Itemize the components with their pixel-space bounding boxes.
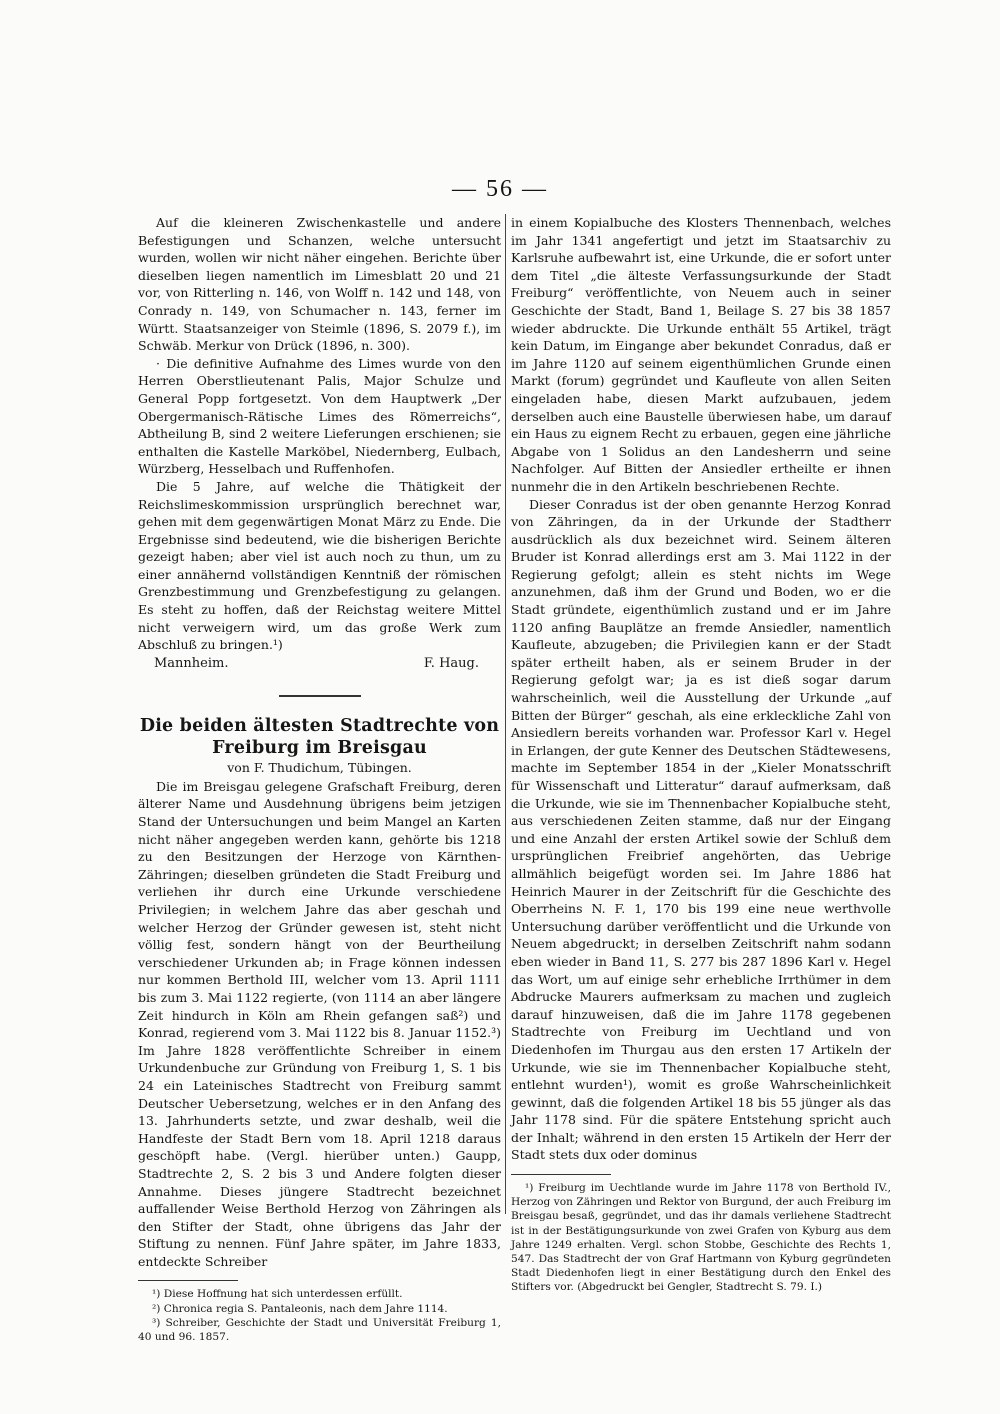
right-column	[511, 214, 891, 1295]
article-byline: von F. Thudichum, Tübingen.	[227, 759, 412, 775]
signature-line	[138, 655, 501, 673]
signature-place: Mannheim.	[154, 655, 229, 671]
left-paragraph-2: · Die definitive Aufnahme des Limes wurde von den Herren Oberstlieutenant Palis, Major Schulze und General Popp fortgesetzt. Von dem Hauptwerk „Der Obergermanisch-Rätische Limes des Römerreichs“, Abtheilung B, sind 2 weitere Lieferungen erschienen; sie enthalten die Kastelle Marköbel, Niedernberg, Eulbach, Würzberg, Hesselbach und Ruffenhofen.	[138, 355, 501, 477]
page-number: — 56 —	[452, 176, 548, 202]
section-rule	[279, 695, 361, 697]
right-footnote-1: ¹) Freiburg im Uechtlande wurde im Jahre 1178 von Berthold IV., Herzog von Zähringen und Rektor von Burgund, der auch Freiburg im Breisgau besaß, gegründet, und das ihr damals verliehene Stadtrecht ist in der Bestätigungsurkunde von zwei Grafen von Kyburg aus dem Jahre 1249 erhalten. Vergl. schon Stobbe, Geschichte des Rechts 1, 547. Das Stadtrecht der von Graf Hartmann von Kyburg gegründeten Stadt Diedenhofen liegt in einer Bestätigung durch den Enkel des Stifters vor. (Abgedruckt bei Gengler, Stadtrecht S. 79. I.)	[511, 1182, 891, 1294]
left-paragraph-1: Auf die kleineren Zwischenkastelle und andere Befestigungen und Schanzen, welche untersucht wurden, wollen wir nicht näher eingehen. Berichte über dieselben liegen namentlich im Limesblatt 20 und 21 vor, von Ritterling n. 146, von Wolff n. 142 und 148, von Conrady n. 149, von Schumacher n. 143, ferner im Württ. Staatsanzeiger von Steimle (1896, S. 2079 f.), im Schwäb. Merkur von Drück (1896, n. 300).	[138, 215, 501, 354]
left-footnote-3: ³) Schreiber, Geschichte der Stadt und Universität Freiburg 1, 40 und 96. 1857.	[138, 1316, 501, 1344]
right-paragraph-1: in einem Kopialbuche des Klosters Thennenbach, welches im Jahr 1341 angefertigt und jetzt im Staatsarchiv zu Karlsruhe aufbewahrt ist, eine Urkunde, die er sofort unter dem Titel „die älteste Verfassungsurkunde der Stadt Freiburg“ veröffentlichte, von Neuem auch in seiner Geschichte der Stadt, Band 1, Beilage S. 27 bis 38 1857 wieder abdruckte. Die Urkunde enthält 55 Artikel, trägt kein Datum, im Eingange aber bekundet Conradus, daß er im Jahre 1120 auf seinem eigenthümlichen Grunde einen Markt (forum) gegründet und Kaufleute von allen Seiten eingeladen habe, diesen Markt aufzubauen, jedem derselben auch eine Baustelle überwiesen habe, um darauf ein Haus zu eignem Recht zu erbauen, gegen eine jährliche Abgabe von 1 Solidus an den Landesherrn und seine Nachfolger. Auf Bitten der Ansiedler ertheilte er ihnen nunmehr die in den Artikeln beschriebenen Rechte.	[511, 215, 891, 494]
left-footnote-2: ²) Chronica regia S. Pantaleonis, nach dem Jahre 1114.	[152, 1302, 448, 1315]
footnote-rule-right	[511, 1174, 611, 1175]
article-title: Die beiden ältesten Stadtrechte von Freiburg im Breisgau	[139, 715, 500, 758]
left-paragraph-3: Die 5 Jahre, auf welche die Thätigkeit der Reichslimeskommission ursprünglich berechnet war, gehen mit dem gegenwärtigen Monat März zu Ende. Die Ergebnisse sind bedeutend, wie die bisherigen Berichte gezeigt haben; aber viel ist auch noch zu thun, um zu einer annähernd vollständigen Kenntniß der römischen Grenzbestimmung und Grenzbefestigung zu gelangen. Es steht zu hoffen, daß der Reichstag weitere Mittel nicht verweigern wird, um das große Werk zum Abschluß zu bringen.¹)	[138, 478, 501, 653]
left-footnote-1: ¹) Diese Hoffnung hat sich unterdessen erfüllt.	[152, 1288, 403, 1301]
footnote-rule-left	[138, 1280, 238, 1281]
signature-author: F. Haug.	[423, 655, 479, 671]
left-paragraph-4: Die im Breisgau gelegene Grafschaft Freiburg, deren älterer Name und Ausdehnung übrigens beim jetzigen Stand der Untersuchungen und beim Mangel an Karten nicht näher angegeben werden kann, gehörte bis 1218 zu den Besitzungen der Herzoge von Kärnthen-Zähringen; dieselben gründeten die Stadt Freiburg und verliehen ihr durch eine Urkunde verschiedene Privilegien; in welchem Jahre das aber geschah und welcher Herzog der Gründer gewesen ist, steht nicht völlig fest, sondern hängt von der Beurtheilung verschiedener Urkunden ab; in Frage können indessen nur kommen Berthold III, welcher vom 13. April 1111 bis zum 3. Mai 1122 regierte, (von 1114 an aber längere Zeit hindurch in Köln am Rhein gefangen saß²) und Konrad, regierend vom 3. Mai 1122 bis 8. Januar 1152.³) Im Jahre 1828 veröffentlichte Schreiber in einem Urkundenbuche zur Gründung von Freiburg 1, S. 1 bis 24 ein Lateinisches Stadtrecht von Freiburg sammt Deutscher Uebersetzung, welches er in den Anfang des 13. Jahrhunderts setzte, und zwar deshalb, weil die Handfeste der Stadt Bern vom 18. April 1218 daraus geschöpft habe. (Vergl. hierüber unten.) Gaupp, Stadtrechte 2, S. 2 bis 3 und Andere folgten dieser Annahme. Dieses jüngere Stadtrecht bezeichnet auffallender Weise Berthold Herzog von Zähringen als den Stifter der Stadt, ohne übrigens das Jahr der Stiftung zu nennen. Fünf Jahre später, im Jahre 1833, entdeckte Schreiber	[138, 778, 501, 1269]
column-divider	[505, 214, 506, 1214]
right-paragraph-2: Dieser Conradus ist der oben genannte Herzog Konrad von Zähringen, da in der Urkunde der Stadtherr ausdrücklich als dux bezeichnet wird. Seinem älteren Bruder ist Konrad allerdings erst am 3. Mai 1122 in der Regierung gefolgt; allein es steht nichts im Wege anzunehmen, daß ihm der Grund und Boden, wo er die Stadt gründete, eigenthümlich zustand und er im Jahre 1120 anfing Bauplätze an fremde Ansiedler, namentlich Kaufleute, abzugeben; die Privilegien kann er der Stadt später ertheilt haben, als er seinem Bruder in der Regierung gefolgt war; ja es ist dieß sogar darum wahrscheinlich, weil die Ausstellung der Urkunde „auf Bitten der Bürger“ geschah, als eine erkleckliche Zahl von Ansiedlern bereits vorhanden war. Professor Karl v. Hegel in Erlangen, der gute Kenner des Deutschen Städtewesens, machte im September 1854 in der „Kieler Monatsschrift für Wissenschaft und Litteratur“ darauf aufmerksam, daß die Urkunde, wie sie im Thennenbacher Kopialbuche steht, aus verschiedenen Zeiten stamme, daß nur der Eingang und eine Anzahl der ersten Artikel sowie der Schluß dem ursprünglichen Freibrief angehörten, das Uebrige allmählich beigefügt worden sei. Im Jahre 1886 hat Heinrich Maurer in der Zeitschrift für die Geschichte des Oberrheins N. F. 1, 170 bis 199 eine neue werthvolle Untersuchung darüber veröffentlicht und die Urkunde von Neuem abgedruckt; in derselben Zeitschrift nahm sodann eben wieder in Band 11, S. 277 bis 287 1896 Karl v. Hegel das Wort, um auf einige sehr erhebliche Irrthümer in dem Abdrucke Maurers aufmerksam zu machen und zugleich darauf hinzuweisen, daß die im Jahre 1178 gegebenen Stadtrechte von Freiburg im Uechtland und von Diedenhofen im Thurgau aus den ersten 17 Artikeln der Urkunde, wie sie im Thennenbacher Kopialbuche steht, entlehnt wurden¹), womit es große Wahrscheinlichkeit gewinnt, daß die folgenden Artikel 18 bis 55 jünger als das Jahr 1178 sind. Für die spätere Entstehung spricht auch der Inhalt; während in den ersten 15 Artikeln der Herr der Stadt stets dux oder dominus	[511, 496, 891, 1163]
left-column	[138, 214, 501, 1344]
